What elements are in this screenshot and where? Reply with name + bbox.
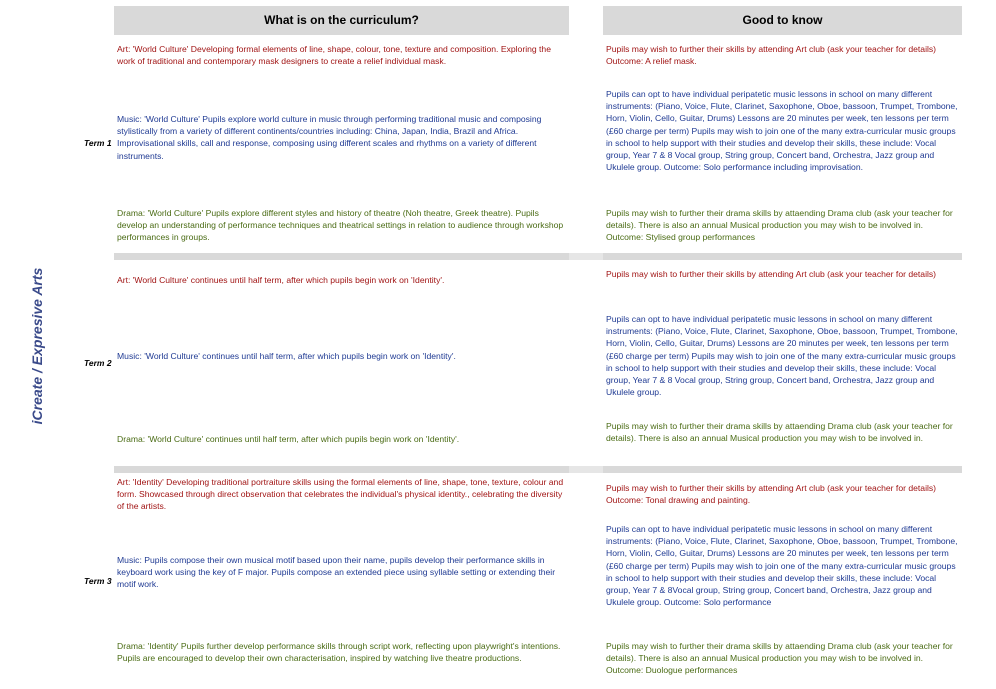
- term-2-music: Music: 'World Culture' continues until half term, after which pupils begin work on 'Identity'.: [117, 351, 456, 361]
- term-separator: [114, 466, 962, 473]
- term-2-drama: Drama: 'World Culture' continues until half term, after which pupils begin work on 'Identity'.: [117, 434, 460, 444]
- term-2-music-info: Pupils can opt to have individual peripatetic music lessons in school on many different instruments: (Piano, Voice, Flute, Clarinet, Saxophone, Oboe, bassoon, Trumpet, Trombone, Horn, Violin, Cello, Guitar, Drums) Lessons are 20 minutes per week, ten lessons per term (£60 charge per term) Pupils may wish to join one of the many extra-curricular music groups in school to help support with their studies and develop their skills, these include: Vocal group, Year 7 & 8 Vocal group, String group, Concert band, Orchestra, Jazz group and Ukulele group.: [606, 314, 958, 398]
- term-1-drama: Drama: 'World Culture' Pupils explore different styles and history of theatre (Noh theatre, Greek theatre). Pupils develop an understanding of performance techniques and theatrical settings in relation to audience through workshop performances in groups.: [117, 208, 564, 243]
- side-title: [20, 262, 54, 430]
- term-1-label: Term 1: [84, 138, 112, 148]
- term-2-drama-info: Pupils may wish to further their drama skills by attaending Drama club (ask your teacher for details). There is also an annual Musical production you may wish to be involved in.: [606, 421, 953, 444]
- term-2-art: Art: 'World Culture' continues until half term, after which pupils begin work on 'Identity'.: [117, 275, 445, 285]
- term-3-art-info: Pupils may wish to further their skills by attending Art club (ask your teacher for details) Outcome: Tonal drawing and painting.: [606, 483, 937, 506]
- term-1-drama-info: Pupils may wish to further their drama skills by attaending Drama club (ask your teacher for details). There is also an annual Musical production you may wish to be involved in. Outcome: Stylised group performances: [606, 208, 953, 243]
- term-separator: [114, 253, 962, 260]
- curriculum-header: What is on the curriculum?: [114, 6, 569, 35]
- term-3-drama: Drama: 'Identity' Pupils further develop performance skills through script work, reflecting upon playwright's intentions. Pupils are encouraged to develop their own characterisation, inspired by watching live theatre productions.: [117, 641, 561, 664]
- term-1-music: Music: 'World Culture' Pupils explore world culture in music through performing traditional music and composing stylistically from a variety of different continents/countries including: China, Japan, India, Brazil and Africa. Improvisational skills, call and response, composing using different scales and rhythms on a variety of different instruments.: [117, 114, 542, 161]
- term-2-label: Term 2: [84, 358, 112, 368]
- term-2-art-info: Pupils may wish to further their skills by attending Art club (ask your teacher for details): [606, 269, 937, 279]
- side-title-text: iCreate / Expresive Arts: [29, 267, 45, 425]
- term-3-music: Music: Pupils compose their own musical motif based upon their name, pupils develop their performance skills in keyboard work using the key of F major. Pupils compose an extended piece using syllable setting or extending their motif work.: [117, 555, 556, 590]
- term-3-music-info: Pupils can opt to have individual peripatetic music lessons in school on many different instruments: (Piano, Voice, Flute, Clarinet, Saxophone, Oboe, bassoon, Trumpet, Trombone, Horn, Violin, Cello, Guitar, Drums) Lessons are 20 minutes per week, ten lessons per term (£60 charge per term) Pupils may wish to join one of the many extra-curricular music groups in school to help support with their studies and develop their skills, these include: Vocal group, Year 7 & 8Vocal group, String group, Concert band, Orchestra, Jazz group and Ukulele group. Outcome: Solo performance: [606, 524, 958, 608]
- term-3-art: Art: 'Identity' Developing traditional portraiture skills using the formal elements of line, shape, tone, texture, colour and form. Showcased through direct observation that celebrates the individual's physical identity., celebrating the diversity of the artists.: [117, 477, 564, 512]
- term-1-art-info: Pupils may wish to further their skills by attending Art club (ask your teacher for details) Outcome: A relief mask.: [606, 44, 937, 67]
- term-3-label: Term 3: [84, 576, 112, 586]
- good-to-know-header: Good to know: [603, 6, 962, 35]
- term-3-drama-info: Pupils may wish to further their drama skills by attaending Drama club (ask your teacher for details). There is also an annual Musical production you may wish to be involved in. Outcome: Duologue performances: [606, 641, 953, 676]
- term-1-music-info: Pupils can opt to have individual peripatetic music lessons in school on many different instruments: (Piano, Voice, Flute, Clarinet, Saxophone, Oboe, bassoon, Trumpet, Trombone, Horn, Violin, Cello, Guitar, Drums) Lessons are 20 minutes per week, ten lessons per term (£60 charge per term) Pupils may wish to join one of the many extra-curricular music groups in school to help support with their studies and develop their skills, these include: Vocal group, Year 7 & 8 Vocal group, String group, Concert band, Orchestra, Jazz group and Ukulele group. Outcome: Solo performance including improvisation.: [606, 89, 958, 173]
- term-1-art: Art: 'World Culture' Developing formal elements of line, shape, colour, tone, texture and composition. Exploring the work of traditional and contemporary mask designers to create a relief individual mask.: [117, 44, 551, 67]
